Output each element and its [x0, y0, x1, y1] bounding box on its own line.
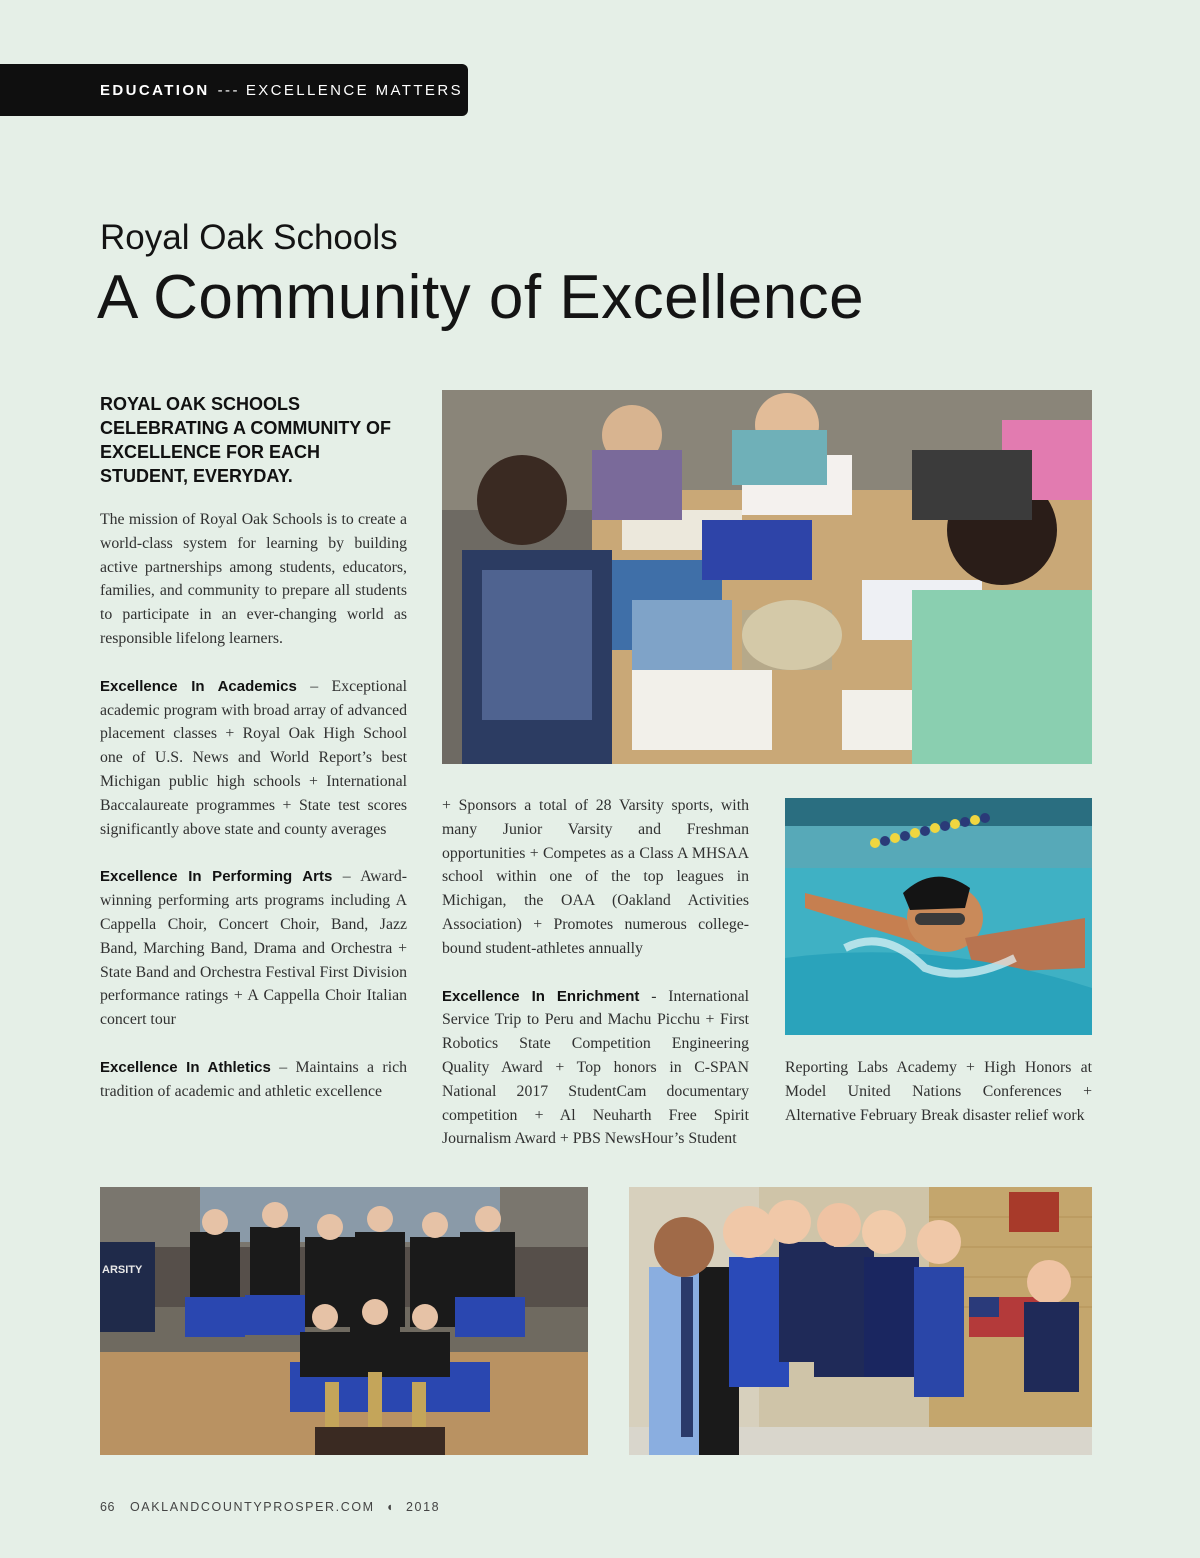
section-label: EDUCATION — [100, 81, 210, 99]
enrichment-paragraph — [442, 985, 749, 1152]
athletics-lead: Excellence In Athletics — [100, 1058, 271, 1076]
dance-banner-text: ARSITY — [102, 1264, 143, 1276]
athletics-paragraph — [100, 1056, 407, 1104]
academics-lead: Excellence In Academics — [100, 677, 297, 695]
swimmer-photo — [785, 798, 1092, 1035]
students-group-photo — [629, 1187, 1092, 1455]
performing-arts-lead: Excellence In Performing Arts — [100, 868, 333, 886]
dance-team-photo — [100, 1187, 588, 1455]
footer-year: 2018 — [405, 1500, 441, 1514]
enrichment-text: International Service Trip to Peru and Machu Picchu + First Robotics State Competition Engineering Quality Award + Top honors in C-SPAN National 2017 StudentCam documentary competition + Al Neuharth Free Spirit Journalism Award + PBS NewsHour’s Student — [442, 987, 749, 1148]
athletics-continued: + Sponsors a total of 28 Varsity sports, with many Junior Varsity and Freshman opportunities + Competes as a Class A MHSAA school within one of the top leagues in Michigan, the OAA (Oakland Activities Association) + Promotes numerous college-bound student-athletes annually — [442, 797, 749, 957]
enrichment-continued: Reporting Labs Academy + High Honors at Model United Nations Conferences + Alternative February Break disaster relief work — [785, 1059, 1092, 1124]
text-column-3 — [785, 1056, 1092, 1151]
intro-heading: ROYAL OAK SCHOOLS CELEBRATING A COMMUNITY OF EXCELLENCE FOR EACH STUDENT, EVERYDAY. — [100, 394, 391, 486]
academics-paragraph — [100, 675, 407, 842]
performing-arts-paragraph — [100, 865, 407, 1032]
page-number: 66 — [100, 1500, 115, 1514]
text-column-1 — [100, 508, 407, 1128]
section-separator: --- — [217, 81, 240, 99]
article-title-large: A Community of Excellence — [97, 263, 865, 332]
subsection-label: EXCELLENCE MATTERS — [245, 81, 463, 99]
section-header-bar — [0, 64, 468, 116]
performing-arts-dash: – — [332, 868, 361, 886]
text-column-2 — [442, 794, 749, 1175]
mission-paragraph: The mission of Royal Oak Schools is to create a world-class system for learning by building active partnerships among students, educators, families, and community to prepare all students to participate in an ever-changing world as responsible lifelong learners. — [100, 511, 407, 647]
classroom-photo — [442, 390, 1092, 764]
academics-dash: – — [296, 677, 332, 695]
article-title-small: Royal Oak Schools — [100, 218, 398, 257]
enrichment-lead: Excellence In Enrichment — [442, 987, 640, 1005]
footer-bullet-icon: ◖ — [385, 1500, 395, 1514]
athletics-dash: – — [270, 1058, 296, 1076]
enrichment-dash: - — [639, 987, 669, 1005]
academics-text: Exceptional academic program with broad array of advanced placement classes + Royal Oak High School one of U.S. News and World Report’s best Michigan public high schools + International Baccalaureate programmes + State test scores significantly above state and county averages — [100, 677, 407, 838]
performing-arts-text: Award-winning performing arts programs including A Cappella Choir, Concert Choir, Band, Jazz Band, Marching Band, Drama and Orchestra + State Band and Orchestra Festival First Division performance ratings + A Cappella Choir Italian concert tour — [100, 868, 407, 1029]
athletics-text: Maintains a rich tradition of academic and athletic excellence — [100, 1058, 407, 1100]
page-footer — [100, 1500, 440, 1514]
footer-site: OAKLANDCOUNTYPROSPER.COM — [129, 1500, 375, 1514]
